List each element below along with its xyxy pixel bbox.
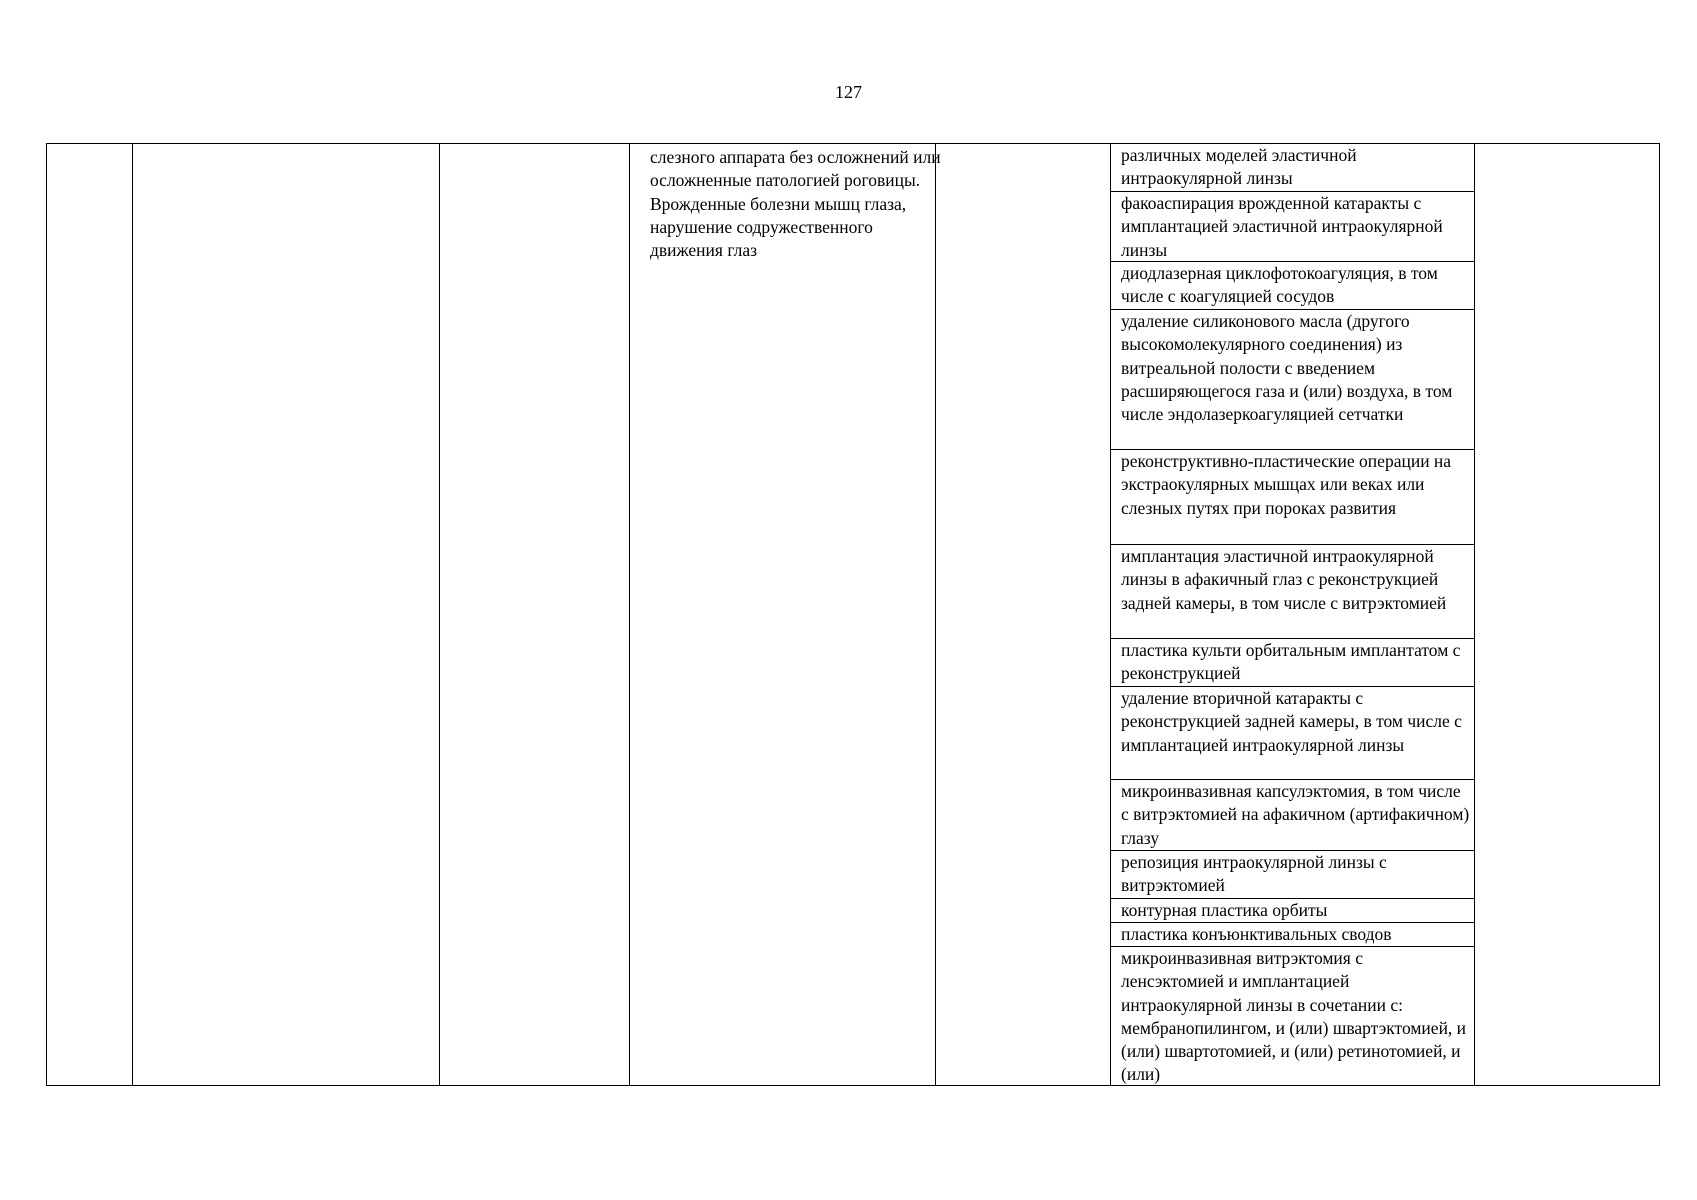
method-cell: пластика конъюнктивальных сводов (1110, 923, 1474, 947)
treatment-methods-column (1110, 144, 1474, 1085)
method-cell: контурная пластика орбиты (1110, 899, 1474, 923)
method-cell: имплантация эластичной интраокулярной линзы в афакичный глаз с реконструкцией задней камеры, в том числе с витрэктомией (1110, 545, 1474, 639)
method-cell: микроинвазивная капсулэктомия, в том числе с витрэктомией на афакичном (артифакичном) глазу (1110, 780, 1474, 851)
column-divider (629, 144, 630, 1085)
method-cell: удаление вторичной катаракты с реконструкцией задней камеры, в том числе с имплантацией интраокулярной линзы (1110, 687, 1474, 780)
procedure-table (46, 143, 1660, 1086)
method-cell: различных моделей эластичной интраокулярной линзы (1110, 144, 1474, 192)
column-divider (935, 144, 936, 1085)
method-cell: диодлазерная циклофотокоагуляция, в том числе с коагуляцией сосудов (1110, 262, 1474, 310)
method-cell: удаление силиконового масла (другого высокомолекулярного соединения) из витреальной полости с введением расширяющегося газа и (или) воздуха, в том числе эндолазеркоагуляцией сетчатки (1110, 310, 1474, 450)
page-number: 127 (835, 82, 862, 102)
column-divider (132, 144, 133, 1085)
column-divider (1474, 144, 1475, 1085)
method-cell: пластика культи орбитальным имплантатом с реконструкцией (1110, 639, 1474, 687)
column-divider (439, 144, 440, 1085)
diagnosis-cell: слезного аппарата без осложнений или осложненные патологией роговицы. Врожденные болезни мышц глаза, нарушение содружественного движения глаз (650, 147, 941, 261)
method-cell: реконструктивно-пластические операции на экстраокулярных мышцах или веках или слезных путях при пороках развития (1110, 450, 1474, 545)
method-cell: факоаспирация врожденной катаракты с имплантацией эластичной интраокулярной линзы (1110, 192, 1474, 262)
method-cell: репозиция интраокулярной линзы с витрэктомией (1110, 851, 1474, 899)
method-cell: микроинвазивная витрэктомия с ленсэктомией и имплантацией интраокулярной линзы в сочетании с: мембранопилингом, и (или) швартэктомией, и (или) швартотомией, и (или) ретинотомией, и (или) (1121, 948, 1467, 1084)
